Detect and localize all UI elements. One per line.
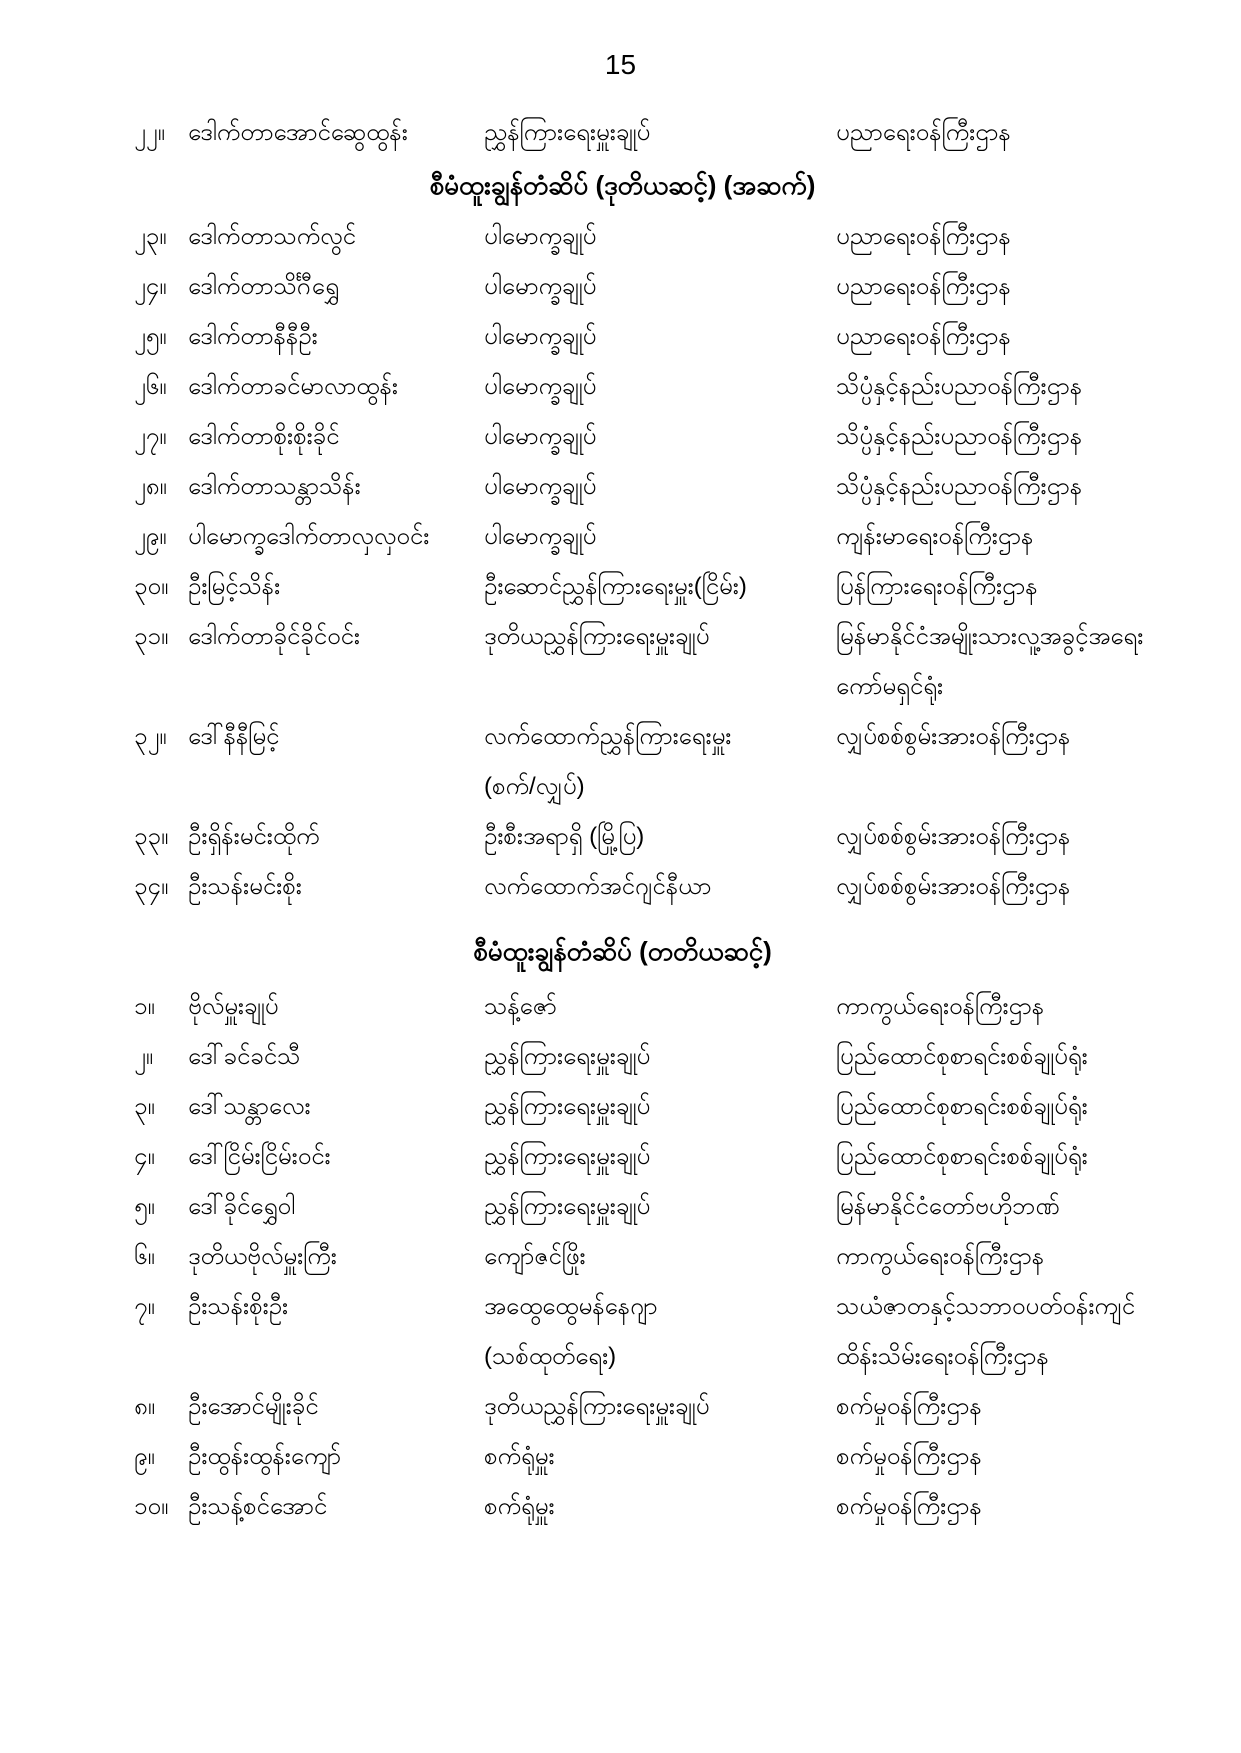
position-cell xyxy=(484,1182,836,1232)
ministry-line: စက်မှုဝန်ကြီးဌာန xyxy=(836,1443,982,1470)
position-cell xyxy=(484,982,836,1032)
person-name: ဒေါက်တာသိင်္ဂီရွှေ xyxy=(188,273,340,300)
position-cell xyxy=(484,262,836,312)
ministry-cell xyxy=(836,1132,1171,1182)
serial-number: ၇။ xyxy=(134,1293,155,1320)
person-name: ဒေါက်တာသက်လွင် xyxy=(188,223,356,250)
table-row xyxy=(134,562,1171,612)
position-line: ပါမောက္ခချုပ် xyxy=(484,373,597,400)
ministry-line: ပညာရေးဝန်ကြီးဌာန xyxy=(836,273,1011,300)
position-cell xyxy=(484,1032,836,1082)
person-name: ဗိုလ်မှူးချုပ် xyxy=(188,993,279,1020)
position-cell xyxy=(484,462,836,512)
ministry-cell xyxy=(836,1432,1171,1482)
ministry-line: ထိန်းသိမ်းရေးဝန်ကြီးဌာန xyxy=(836,1343,1049,1370)
ministry-cell xyxy=(836,312,1171,362)
person-name: ဒေါက်တာနီနီဦး xyxy=(188,323,318,350)
ministry-line: ပြည်ထောင်စုစာရင်းစစ်ချုပ်ရုံး xyxy=(836,1093,1088,1120)
position-line: ကျော်ဇင်ဖြိုး xyxy=(484,1243,586,1270)
serial-number: ၂၄။ xyxy=(134,273,167,300)
person-name: ဒေါ်ခိုင်ရွှေဝါ xyxy=(188,1193,296,1220)
ministry-line: ပြည်ထောင်စုစာရင်းစစ်ချုပ်ရုံး xyxy=(836,1143,1088,1170)
ministry-line: ပညာရေးဝန်ကြီးဌာန xyxy=(836,323,1011,350)
ministry-line: လျှပ်စစ်စွမ်းအားဝန်ကြီးဌာန xyxy=(836,873,1071,900)
ministry-cell xyxy=(836,462,1171,512)
table-row xyxy=(134,462,1171,512)
position-line: ဦးစီးအရာရှိ (မြို့ပြ) xyxy=(484,823,645,850)
ministry-cell xyxy=(836,712,1171,762)
serial-number: ၂၈။ xyxy=(134,473,167,500)
person-name: ဒေါ်ခင်ခင်သီ xyxy=(188,1043,301,1070)
serial-number: ၃၁။ xyxy=(134,623,169,650)
ministry-line: သိပ္ပံနှင့်နည်းပညာဝန်ကြီးဌာန xyxy=(836,373,1083,400)
serial-number: ၂၆။ xyxy=(134,373,167,400)
position-cell xyxy=(484,412,836,462)
position-line: ပါမောက္ခချုပ် xyxy=(484,273,597,300)
table-row xyxy=(134,1232,1171,1282)
ministry-line: သိပ္ပံနှင့်နည်းပညာဝန်ကြီးဌာန xyxy=(836,423,1083,450)
position-cell xyxy=(484,212,836,262)
position-line: စက်ရုံမှူး xyxy=(484,1493,555,1520)
position-cell xyxy=(484,562,836,612)
serial-number: ၆။ xyxy=(134,1243,155,1270)
person-name: ဒေါက်တာအောင်ဆွေထွန်း xyxy=(188,119,408,146)
ministry-line: ကာကွယ်ရေးဝန်ကြီးဌာန xyxy=(836,1243,1045,1270)
ministry-cell xyxy=(836,812,1171,862)
position-cell xyxy=(484,512,836,562)
ministry-line: သိပ္ပံနှင့်နည်းပညာဝန်ကြီးဌာန xyxy=(836,473,1083,500)
position-line: (စက်/လျှပ်) xyxy=(484,773,585,800)
ministry-cell xyxy=(836,862,1171,912)
table-row xyxy=(134,1432,1171,1482)
position-line: ပါမောက္ခချုပ် xyxy=(484,523,597,550)
section-header: စီမံထူးချွန်တံဆိပ် (တတိယဆင့်) xyxy=(473,936,772,966)
table-row xyxy=(134,1382,1171,1432)
serial-number: ၉။ xyxy=(134,1443,155,1470)
table-row xyxy=(134,812,1171,862)
table-row xyxy=(134,362,1171,412)
ministry-cell xyxy=(836,1082,1171,1132)
page-number: 15 xyxy=(604,49,637,80)
ministry-cell xyxy=(836,612,1171,712)
ministry-cell xyxy=(836,412,1171,462)
serial-number: ၂၂။ xyxy=(134,119,165,146)
serial-number: ၃။ xyxy=(134,1093,155,1120)
ministry-line: ပညာရေးဝန်ကြီးဌာန xyxy=(836,119,1011,146)
table-row xyxy=(134,312,1171,362)
position-cell xyxy=(484,1082,836,1132)
serial-number: ၁။ xyxy=(134,993,155,1020)
ministry-line: ကော်မရှင်ရုံး xyxy=(836,673,944,700)
serial-number: ၂၅။ xyxy=(134,323,167,350)
ministry-cell xyxy=(836,562,1171,612)
position-line: (သစ်ထုတ်ရေး) xyxy=(484,1343,617,1370)
position-cell xyxy=(484,1382,836,1432)
table-row xyxy=(134,1082,1171,1132)
position-line: ပါမောက္ခချုပ် xyxy=(484,223,597,250)
position-line: ပါမောက္ခချုပ် xyxy=(484,473,597,500)
position-line: ညွှန်ကြားရေးမှူးချုပ် xyxy=(484,1093,651,1120)
ministry-line: ကာကွယ်ရေးဝန်ကြီးဌာန xyxy=(836,993,1045,1020)
table-row xyxy=(134,982,1171,1032)
ministry-cell xyxy=(836,1032,1171,1082)
serial-number: ၅။ xyxy=(134,1193,155,1220)
position-cell xyxy=(484,1232,836,1282)
position-line: ပါမောက္ခချုပ် xyxy=(484,423,597,450)
person-name: ဒေါက်တာခင်မာလာထွန်း xyxy=(188,373,398,400)
person-name: ပါမောက္ခဒေါက်တာလှလှဝင်း xyxy=(188,523,430,550)
ministry-line: ပညာရေးဝန်ကြီးဌာန xyxy=(836,223,1011,250)
ministry-cell xyxy=(836,1232,1171,1282)
table-row xyxy=(134,1182,1171,1232)
serial-number: ၃၀။ xyxy=(134,573,169,600)
position-line: ဒုတိယညွှန်ကြားရေးမှူးချုပ် xyxy=(484,1393,710,1420)
person-name: ဒေါ်သန္တာလေး xyxy=(188,1093,311,1120)
ministry-line: စက်မှုဝန်ကြီးဌာန xyxy=(836,1493,982,1520)
table-row xyxy=(134,212,1171,262)
position-line: ညွှန်ကြားရေးမှူးချုပ် xyxy=(484,119,651,146)
person-name: ဒေါက်တာခိုင်ခိုင်ဝင်း xyxy=(188,623,360,650)
person-name: ဦးသန်းစိုးဦး xyxy=(188,1293,289,1320)
person-name: ဒုတိယဗိုလ်မှူးကြီး xyxy=(188,1243,337,1270)
ministry-line: ပြန်ကြားရေးဝန်ကြီးဌာန xyxy=(836,573,1038,600)
ministry-cell xyxy=(836,108,1171,158)
position-cell xyxy=(484,862,836,912)
ministry-cell xyxy=(836,982,1171,1032)
table-row xyxy=(134,1032,1171,1082)
position-line: ညွှန်ကြားရေးမှူးချုပ် xyxy=(484,1143,651,1170)
person-name: ဦးအောင်မျိုးခိုင် xyxy=(188,1393,319,1420)
ministry-cell xyxy=(836,1182,1171,1232)
table-row xyxy=(134,612,1171,712)
ministry-cell xyxy=(836,212,1171,262)
ministry-line: မြန်မာနိုင်ငံအမျိုးသားလူ့အခွင့်အရေး xyxy=(836,623,1144,650)
position-line: ပါမောက္ခချုပ် xyxy=(484,323,597,350)
position-line: ဒုတိယညွှန်ကြားရေးမှူးချုပ် xyxy=(484,623,710,650)
position-line: လက်ထောက်ညွှန်ကြားရေးမှူး xyxy=(484,723,732,750)
position-line: စက်ရုံမှူး xyxy=(484,1443,555,1470)
table-row xyxy=(134,1482,1171,1532)
ministry-line: စက်မှုဝန်ကြီးဌာန xyxy=(836,1393,982,1420)
ministry-cell xyxy=(836,362,1171,412)
position-cell xyxy=(484,712,836,812)
position-line: ညွှန်ကြားရေးမှူးချုပ် xyxy=(484,1193,651,1220)
position-cell xyxy=(484,1432,836,1482)
person-name: ဒေါက်တာသန္တာသိန်း xyxy=(188,473,361,500)
serial-number: ၂။ xyxy=(134,1043,154,1070)
table-row xyxy=(134,1282,1171,1382)
ministry-line: ပြည်ထောင်စုစာရင်းစစ်ချုပ်ရုံး xyxy=(836,1043,1088,1070)
position-cell xyxy=(484,312,836,362)
ministry-cell xyxy=(836,262,1171,312)
serial-number: ၂၃။ xyxy=(134,223,167,250)
person-name: ဦးမြင့်သိန်း xyxy=(188,573,281,600)
person-name: ဦးရှိန်းမင်းထိုက် xyxy=(188,823,320,850)
serial-number: ၂၉။ xyxy=(134,523,167,550)
serial-number: ၃၄။ xyxy=(134,873,169,900)
table-row xyxy=(134,412,1171,462)
table-row xyxy=(134,512,1171,562)
ministry-line: ကျန်းမာရေးဝန်ကြီးဌာန xyxy=(836,523,1034,550)
ministry-line: မြန်မာနိုင်ငံတော်ဗဟိုဘဏ် xyxy=(836,1193,1060,1220)
ministry-cell xyxy=(836,1482,1171,1532)
position-cell xyxy=(484,108,836,158)
position-cell xyxy=(484,1482,836,1532)
serial-number: ၃၂။ xyxy=(134,723,167,750)
position-cell xyxy=(484,812,836,862)
position-line: ဦးဆောင်ညွှန်ကြားရေးမှူး(ငြိမ်း) xyxy=(484,573,747,600)
person-name: ဦးသန့်စင်အောင် xyxy=(188,1493,328,1520)
ministry-line: သယံဇာတနှင့်သဘာဝပတ်ဝန်းကျင် xyxy=(836,1293,1136,1320)
position-cell xyxy=(484,1282,836,1382)
position-cell xyxy=(484,612,836,662)
person-name: ဦးသန်းမင်းစိုး xyxy=(188,873,302,900)
ministry-line: လျှပ်စစ်စွမ်းအားဝန်ကြီးဌာန xyxy=(836,723,1071,750)
serial-number: ၁၀။ xyxy=(134,1493,169,1520)
table-row xyxy=(134,862,1171,912)
position-line: ညွှန်ကြားရေးမှူးချုပ် xyxy=(484,1043,651,1070)
position-cell xyxy=(484,362,836,412)
person-name: ဦးထွန်းထွန်းကျော် xyxy=(188,1443,342,1470)
table-row xyxy=(134,1132,1171,1182)
person-name: ဒေါ်ငြိမ်းငြိမ်းဝင်း xyxy=(188,1143,331,1170)
roster-table xyxy=(0,82,1241,1532)
position-line: သန့်ဇော် xyxy=(484,993,557,1020)
person-name: ဒေါ်နီနီမြင့် xyxy=(188,723,280,750)
serial-number: ၂၇။ xyxy=(134,423,167,450)
section-header: စီမံထူးချွန်တံဆိပ် (ဒုတိယဆင့်) (အဆက်) xyxy=(429,170,816,200)
serial-number: ၄။ xyxy=(134,1143,155,1170)
serial-number: ၈။ xyxy=(134,1393,155,1420)
table-row xyxy=(134,108,1171,158)
ministry-cell xyxy=(836,1382,1171,1432)
ministry-cell xyxy=(836,1282,1171,1382)
position-line: အထွေထွေမန်နေဂျာ xyxy=(484,1293,658,1320)
position-cell xyxy=(484,1132,836,1182)
ministry-cell xyxy=(836,512,1171,562)
position-line: လက်ထောက်အင်ဂျင်နီယာ xyxy=(484,873,712,900)
ministry-line: လျှပ်စစ်စွမ်းအားဝန်ကြီးဌာန xyxy=(836,823,1071,850)
serial-number: ၃၃။ xyxy=(134,823,169,850)
person-name: ဒေါက်တာစိုးစိုးခိုင် xyxy=(188,423,340,450)
table-row xyxy=(134,262,1171,312)
table-row xyxy=(134,712,1171,812)
